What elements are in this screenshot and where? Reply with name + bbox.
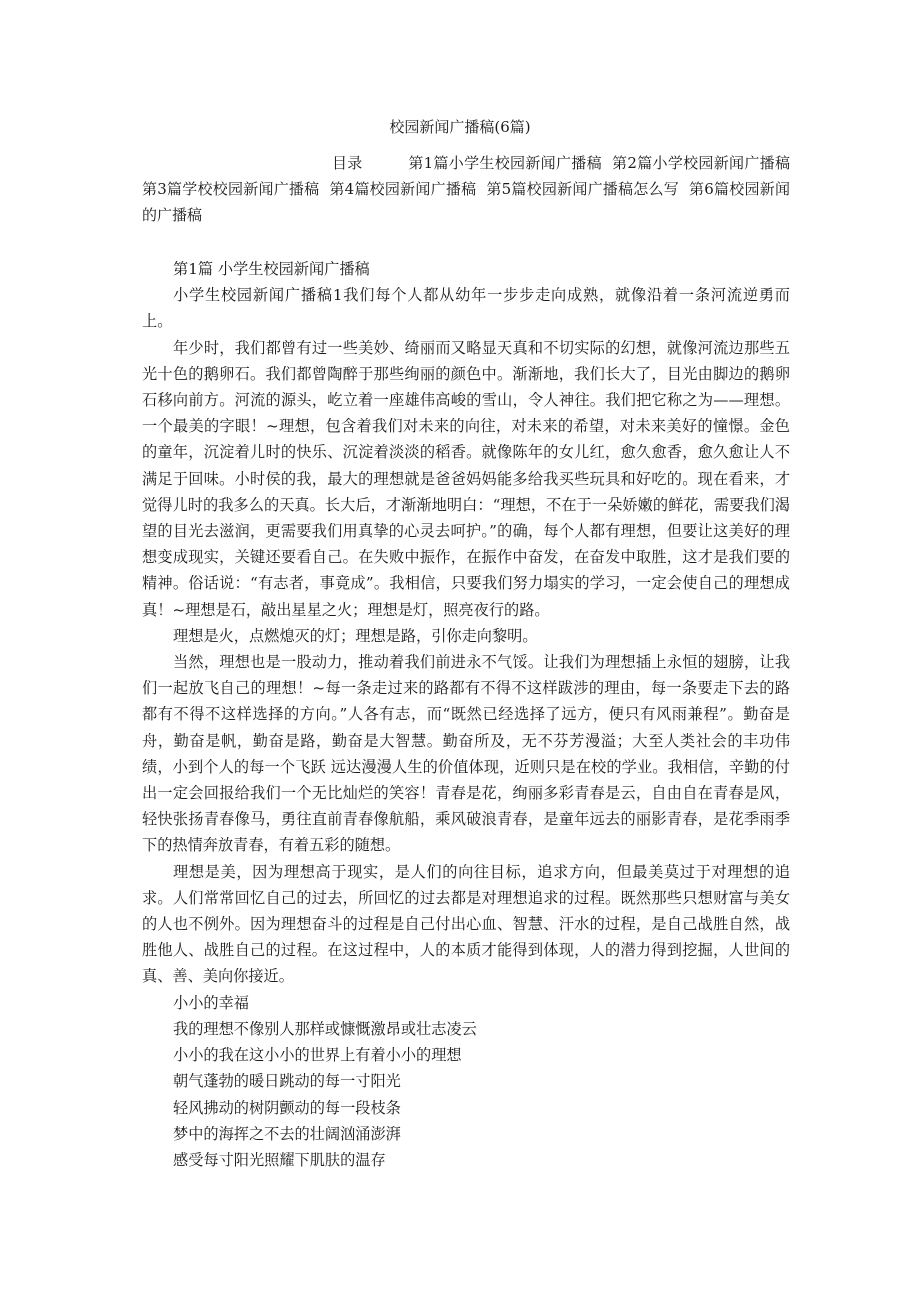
table-of-contents	[142, 150, 800, 228]
section-heading: 第1篇 小学生校园新闻广播稿	[173, 260, 370, 278]
article-body	[142, 256, 790, 1173]
paragraph: 年少时，我们都曾有过一些美妙、绮丽而又略显天真和不切实际的幻想，就像河流边那些五光十色的鹅卵石。我们都曾陶醉于那些绚丽的颜色中。渐渐地，我们长大了，目光由脚边的鹅卵石移向前方。河流的源头，屹立着一座雄伟高峻的雪山，令人神往。我们把它称之为——理想。一个最美的字眼！~理想，包含着我们对未来的向往，对未来的希望，对未来美好的憧憬。金色的童年，沉淀着儿时的快乐、沉淀着淡淡的稻香。就像陈年的女儿红，愈久愈香，愈久愈让人不满足于回味。小时侯的我，最大的理想就是爸爸妈妈能多给我买些玩具和好吃的。现在看来，才觉得儿时的我多么的天真。长大后，才渐渐地明白：“理想，不在于一朵娇嫩的鲜花，需要我们渴望的目光去滋润，更需要我们用真挚的心灵去呵护。”的确，每个人都有理想，但要让这美好的理想变成现实，关键还要看自己。在失败中振作，在振作中奋发，在奋发中取胜，这才是我们要的精神。俗话说：“有志者，事竟成”。我相信，只要我们努力塌实的学习，一定会使自己的理想成真！~理想是石，敲出星星之火；理想是灯，照亮夜行的路。	[142, 338, 790, 619]
poem-line: 小小的我在这小小的世界上有着小小的理想	[173, 1046, 462, 1065]
poem-line: 轻风拂动的树阴颤动的每一段枝条	[173, 1098, 401, 1117]
toc-label: 目录	[332, 154, 363, 172]
toc-entries: 第1篇小学生校园新闻广播稿 第2篇小学校园新闻广播稿 第3篇学校校园新闻广播稿 第4篇校园新闻广播稿 第5篇校园新闻广播稿怎么写 第6篇校园新闻的广播稿	[142, 154, 800, 224]
toc-gap	[363, 154, 409, 172]
paragraph: 理想是火，点燃熄灭的灯；理想是路，引你走向黎明。	[173, 626, 538, 645]
poem-line: 我的理想不像别人那样或慷慨激昂或壮志凌云	[173, 1019, 477, 1038]
paragraph: 理想是美，因为理想高于现实，是人们的向往目标，追求方向，但最美莫过于对理想的追求。人们常常回忆自己的过去，所回忆的过去都是对理想追求的过程。既然那些只想财富与美女的人也不例外。因为理想奋斗的过程是自己付出心血、智慧、汗水的过程，是自己战胜自然，战胜他人、战胜自己的过程。在这过程中，人的本质才能得到体现，人的潜力得到挖掘，人世间的真、善、美向你接近。	[142, 862, 790, 986]
paragraph: 小学生校园新闻广播稿1我们每个人都从幼年一步步走向成熟，就像沿着一条河流逆勇而上。	[142, 286, 790, 331]
poem-line: 朝气蓬勃的暖日跳动的每一寸阳光	[173, 1072, 401, 1091]
poem-line: 梦中的海挥之不去的壮阔汹涌澎湃	[173, 1124, 401, 1143]
poem-line: 感受每寸阳光照耀下肌肤的温存	[173, 1150, 386, 1169]
paragraph: 当然，理想也是一股动力，推动着我们前进永不气馁。让我们为理想插上永恒的翅膀，让我们一起放飞自己的理想！~每一条走过来的路都有不得不这样跋涉的理由，每一条要走下去的路都有不得不这样选择的方向。”人各有志，而“既然已经选择了远方，便只有风雨兼程”。勤奋是舟，勤奋是帆，勤奋是路，勤奋是大智慧。勤奋所及，无不芬芳漫溢；大至人类社会的丰功伟绩，小到个人的每一个飞跃 远达漫漫人生的价值体现，近则只是在校的学业。我相信，辛勤的付出一定会回报给我们一个无比灿烂的笑容！青春是花，绚丽多彩青春是云，自由自在青春是风，轻快张扬青春像马，勇往直前青春像航船，乘风破浪青春，是童年远去的丽影青春，是花季雨季下的热情奔放青春，有着五彩的随想。	[142, 653, 790, 855]
document-title: 校园新闻广播稿(6篇)	[389, 118, 531, 136]
poem-title: 小小的幸福	[173, 993, 249, 1012]
